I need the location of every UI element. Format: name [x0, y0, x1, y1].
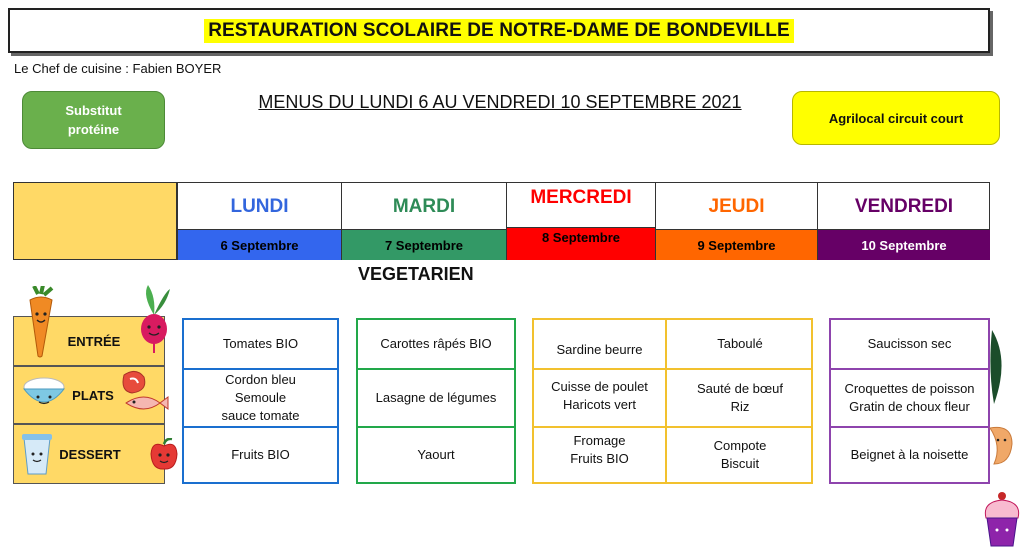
- mercredi-desserts: [534, 424, 665, 476]
- jeudi-desserts: [667, 428, 813, 482]
- mardi-plat: Lasagne de légumes: [375, 390, 497, 405]
- lundi-plat-1: Cordon bleu: [225, 372, 296, 387]
- vendredi-plats: [831, 370, 988, 426]
- lundi-plats: [184, 370, 337, 426]
- chef-label: Le Chef de cuisine : Fabien BOYER: [14, 61, 222, 76]
- vendredi-plat-2: Gratin de choux fleur: [849, 399, 970, 414]
- vendredi-entree: Saucisson sec: [867, 336, 952, 351]
- day-date-vendredi: 10 Septembre: [818, 229, 990, 260]
- mardi-dessert: Yaourt: [417, 447, 455, 462]
- title-box: [8, 8, 990, 53]
- day-name-lundi: LUNDI: [230, 196, 289, 217]
- mardi-entree: Carottes râpés BIO: [380, 336, 492, 351]
- day-date-lundi: 6 Septembre: [178, 229, 341, 260]
- jeudi-plat-1: Sauté de bœuf: [697, 381, 783, 396]
- smiling-fruit-icon: [988, 424, 1014, 466]
- day-column-vendredi: [817, 182, 990, 260]
- category-entree-label: ENTRÉE: [67, 333, 121, 349]
- lundi-plat-3: sauce tomate: [221, 408, 300, 423]
- menu-box-mardi: [356, 318, 516, 484]
- day-date-jeudi: 9 Septembre: [656, 229, 817, 260]
- mercredi-entree: Sardine beurre: [556, 342, 643, 357]
- jeudi-dessert-2: Biscuit: [720, 456, 760, 471]
- category-dessert-label: DESSERT: [59, 446, 121, 462]
- legend-agrilocal: Agrilocal circuit court: [792, 91, 1000, 145]
- mercredi-dessert-1: Fromage: [573, 433, 626, 448]
- jeudi-plats: [667, 370, 813, 426]
- jeudi-dessert-1: Compote: [713, 438, 767, 453]
- category-plats-label: PLATS: [72, 387, 114, 403]
- menu-box-mercredi-jeudi: [532, 318, 813, 484]
- lundi-entree: Tomates BIO: [222, 336, 299, 351]
- mercredi-plat-1: Cuisse de poulet: [551, 379, 648, 394]
- vendredi-plat-1: Croquettes de poisson: [844, 381, 975, 396]
- day-column-jeudi: [655, 182, 817, 260]
- mercredi-dessert-2: Fruits BIO: [570, 451, 629, 466]
- day-column-mercredi: [506, 182, 655, 260]
- day-date-mercredi: 8 Septembre: [507, 227, 655, 260]
- jeudi-plat-2: Riz: [730, 399, 750, 414]
- day-name-vendredi: VENDREDI: [854, 196, 954, 217]
- page-title: RESTAURATION SCOLAIRE DE NOTRE-DAME DE BONDEVILLE: [204, 19, 794, 43]
- mercredi-plat-2: Haricots vert: [563, 397, 636, 412]
- carrot-icon: [24, 286, 58, 358]
- vendredi-dessert: Beignet à la noisette: [850, 447, 969, 462]
- lundi-plat-2: Semoule: [234, 390, 287, 405]
- menu-box-vendredi: [829, 318, 990, 484]
- days-table-corner: [13, 182, 177, 260]
- meat-fish-icon: [118, 367, 170, 423]
- lundi-dessert: Fruits BIO: [231, 447, 290, 462]
- day-column-mardi: [341, 182, 506, 260]
- yogurt-icon: [22, 432, 52, 476]
- cupcake-icon: [982, 490, 1022, 548]
- jeudi-entree: Taboulé: [717, 336, 763, 351]
- day-name-mardi: MARDI: [392, 196, 456, 217]
- day-column-lundi: [177, 182, 341, 260]
- day-name-mercredi: MERCREDI: [530, 187, 632, 208]
- rice-bowl-icon: [21, 375, 67, 411]
- vegetarien-label: VEGETARIEN: [358, 264, 474, 284]
- day-name-jeudi: JEUDI: [708, 196, 765, 217]
- mercredi-plats: [534, 368, 665, 424]
- menu-box-lundi: [182, 318, 339, 484]
- radish-icon: [134, 285, 174, 355]
- legend-substitut-proteine: Substitut protéine: [22, 91, 165, 149]
- day-date-mardi: 7 Septembre: [342, 229, 506, 260]
- menus-date-title: MENUS DU LUNDI 6 AU VENDREDI 10 SEPTEMBRE 2021: [258, 92, 742, 112]
- apple-icon: [148, 438, 180, 472]
- leaf-icon: [988, 330, 1010, 404]
